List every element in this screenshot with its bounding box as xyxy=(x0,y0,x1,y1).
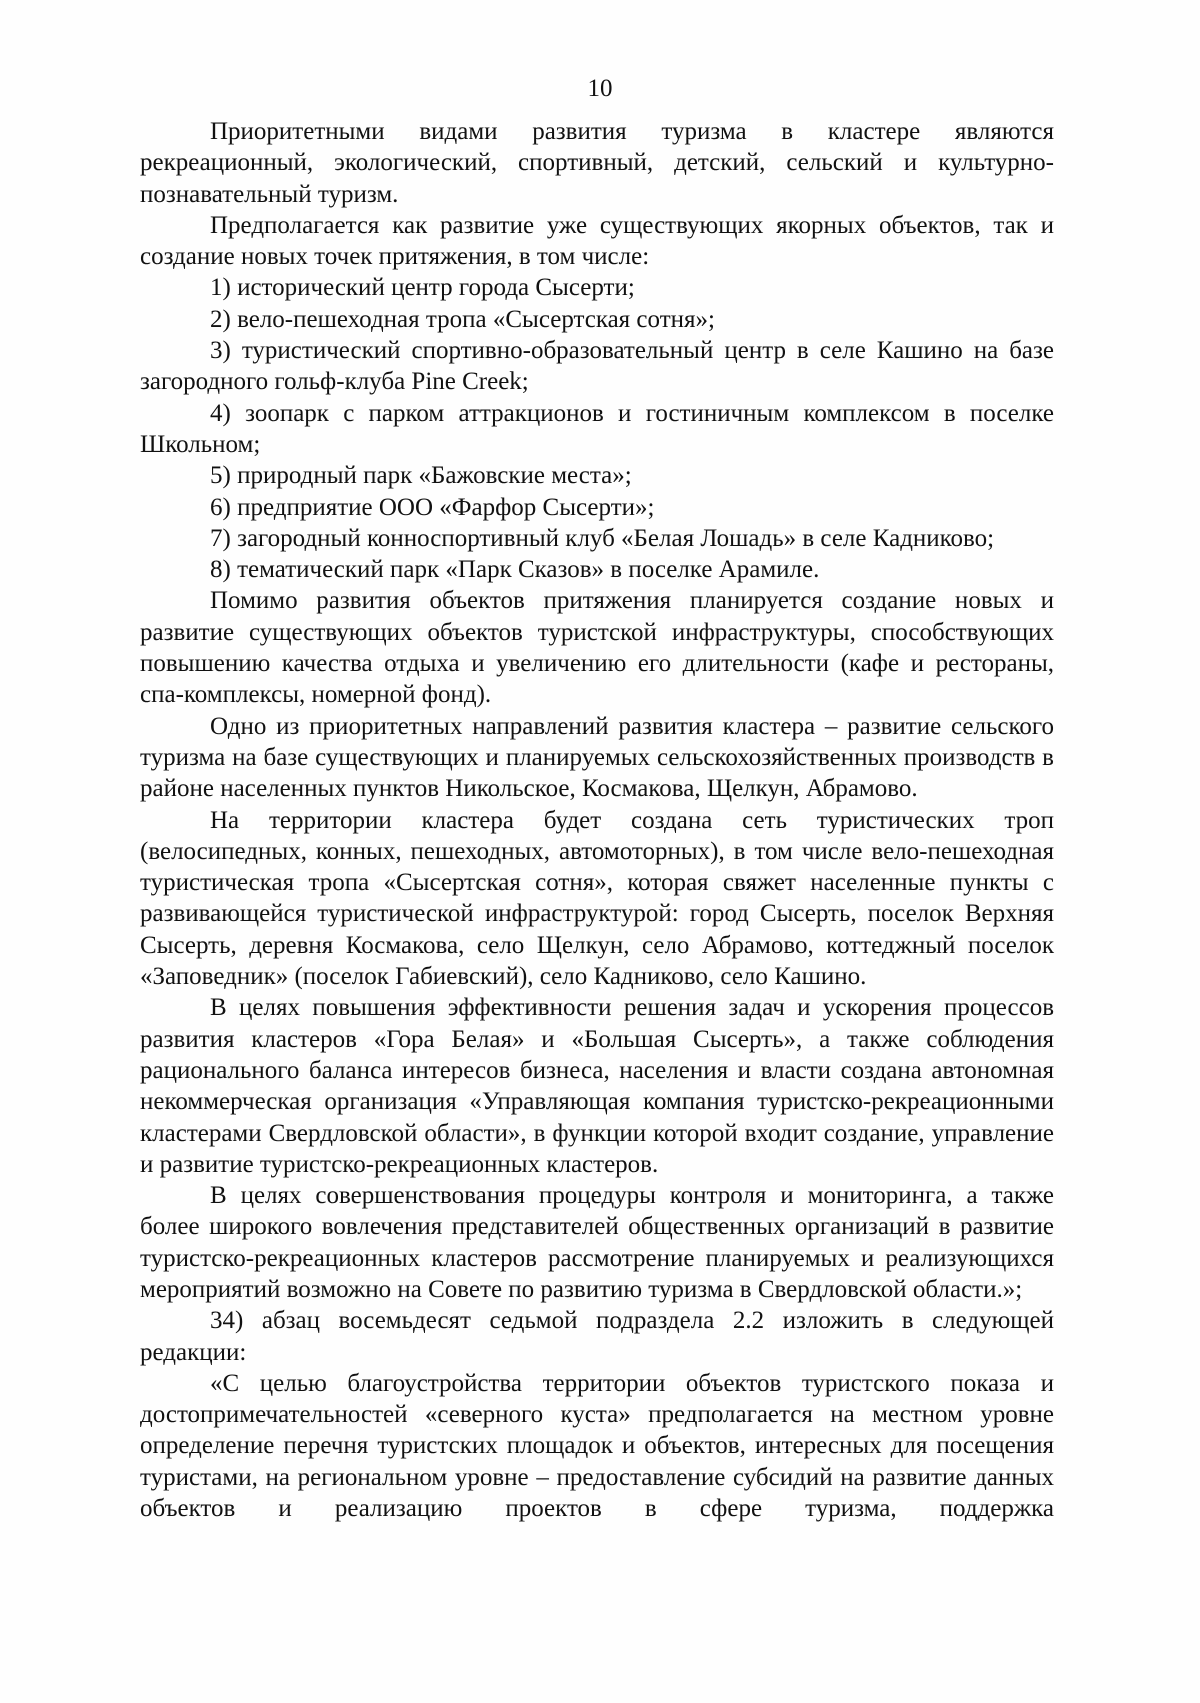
list-item: 5) природный парк «Бажовские места»; xyxy=(210,462,632,490)
paragraph-tourist-trails: На территории кластера будет создана сеть туристических троп (велосипедных, конных, пешеходных, автомоторных), в том числе вело-пешеходная туристическая тропа «Сысертская сотня», которая свяжет населенные пункты с развивающейся туристической инфраструктурой: город Сысерть, поселок Верхняя Сысерть, деревня Космакова, село Щелкун, село Абрамово, коттеджный поселок «Заповедник» (поселок Габиевский), село Кадниково, село Кашино. xyxy=(140,806,1054,991)
document-body xyxy=(140,116,1054,1524)
list-item: 4) зоопарк с парком аттракционов и гостиничным комплексом в поселке Школьном; xyxy=(140,399,1054,458)
paragraph-infrastructure: Помимо развития объектов притяжения планируется создание новых и развитие существующих объектов туристской инфраструктуры, способствующих повышению качества отдыха и увеличению его длительности (кафе и рестораны, спа-комплексы, номерной фонд). xyxy=(140,587,1054,709)
paragraph-northern-cluster: «С целью благоустройства территории объектов туристского показа и достопримечательностей «северного куста» предполагается на местном уровне определение перечня туристских площадок и объектов, интересных для посещения туристами, на региональном уровне – предоставление субсидий на развитие данных объектов и реализацию проектов в сфере туризма, поддержка xyxy=(140,1369,1054,1523)
list-item: 2) вело-пешеходная тропа «Сысертская сотня»; xyxy=(210,305,715,333)
paragraph-anchor-objects-intro: Предполагается как развитие уже существующих якорных объектов, так и создание новых точек притяжения, в том числе: xyxy=(140,211,1054,271)
paragraph-rural-tourism: Одно из приоритетных направлений развития кластера – развитие сельского туризма на базе существующих и планируемых сельскохозяйственных производств в районе населенных пунктов Никольское, Космакова, Щелкун, Абрамово. xyxy=(140,712,1054,803)
paragraph-management-company: В целях повышения эффективности решения задач и ускорения процессов развития кластеров «Гора Белая» и «Большая Сысерть», а также соблюдения рационального баланса интересов бизнеса, населения и власти создана автономная некоммерческая организация «Управляющая компания туристско-рекреационными кластерами Свердловской области», в функции которой входит создание, управление и развитие туристско-рекреационных кластеров. xyxy=(140,994,1054,1178)
list-item: 7) загородный конноспортивный клуб «Белая Лошадь» в селе Кадниково; xyxy=(210,524,995,552)
list-item: 6) предприятие ООО «Фарфор Сысерти»; xyxy=(210,493,655,521)
paragraph-tourism-types: Приоритетными видами развития туризма в кластере являются рекреационный, экологический, спортивный, детский, сельский и культурно-познавательный туризм. xyxy=(140,118,1054,208)
page-number: 10 xyxy=(587,75,613,102)
list-item: 1) исторический центр города Сысерти; xyxy=(210,274,635,302)
list-item: 8) тематический парк «Парк Сказов» в поселке Арамиле. xyxy=(210,556,820,584)
paragraph-monitoring: В целях совершенствования процедуры контроля и мониторинга, а также более широкого вовлечения представителей общественных организаций в развитие туристско-рекреационных кластеров рассмотрение планируемых и реализующихся мероприятий возможно на Совете по развитию туризма в Свердловской области.»; xyxy=(140,1182,1054,1303)
paragraph-amendment-34: 34) абзац восемьдесят седьмой подраздела 2.2 изложить в следующей редакции: xyxy=(140,1307,1054,1366)
list-item: 3) туристический спортивно-образовательный центр в селе Кашино на базе загородного гольф-клуба Pine Creek; xyxy=(140,337,1054,396)
